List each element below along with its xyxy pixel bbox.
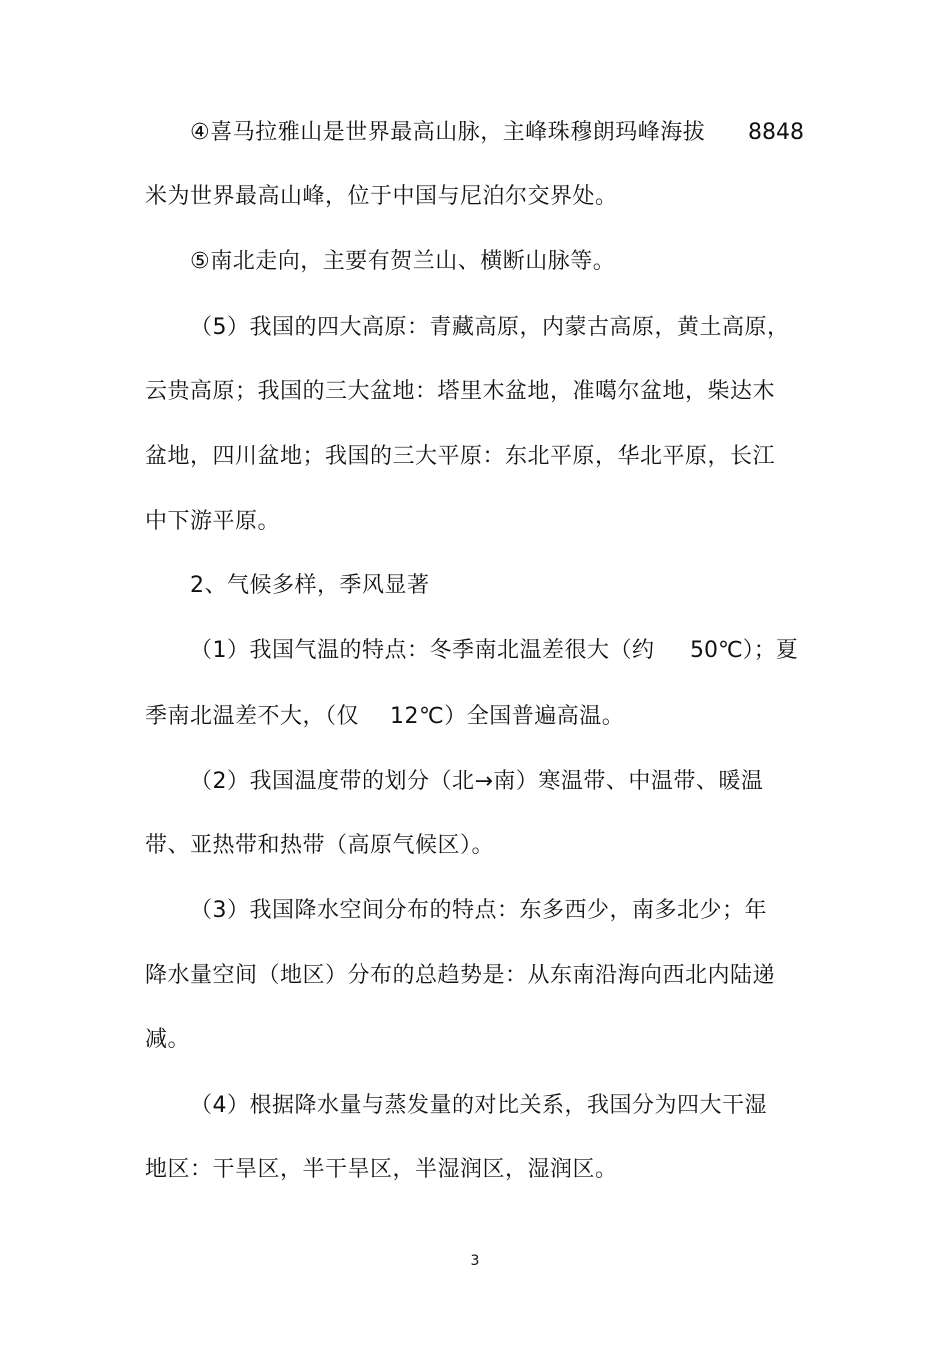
text-line: 降水量空间（地区）分布的总趋势是：从东南沿海向西北内陆递	[145, 963, 776, 988]
text-line: ⑤南北走向，主要有贺兰山、横断山脉等。	[190, 249, 616, 274]
text-line: ④喜马拉雅山是世界最高山脉，主峰珠穆朗玛峰海拔	[190, 120, 706, 145]
text-line: （1）我国气温的特点：冬季南北温差很大（约	[190, 638, 655, 663]
section-heading: 2、气候多样，季风显著	[190, 573, 430, 598]
text-line: （2）我国温度带的划分（北→南）寒温带、中温带、暖温	[190, 769, 764, 794]
text-line: 带、亚热带和热带（高原气候区）。	[145, 833, 495, 858]
elevation-value: 8848	[748, 120, 804, 145]
text-line: 米为世界最高山峰，位于中国与尼泊尔交界处。	[145, 184, 618, 209]
text-line: 盆地，四川盆地；我国的三大平原：东北平原，华北平原，长江	[145, 444, 776, 469]
temperature-value: 50℃）；夏	[690, 638, 798, 663]
text-line: 季南北温差不大，（仅	[145, 704, 360, 729]
text-line: 减。	[145, 1027, 191, 1052]
text-line: 云贵高原；我国的三大盆地：塔里木盆地，准噶尔盆地，柴达木	[145, 379, 776, 404]
text-line: 中下游平原。	[145, 509, 281, 534]
text-line: 地区：干旱区，半干旱区，半湿润区，湿润区。	[145, 1157, 618, 1182]
text-line: （5）我国的四大高原：青藏高原，内蒙古高原，黄土高原，	[190, 315, 790, 340]
text-line: （4）根据降水量与蒸发量的对比关系，我国分为四大干湿	[190, 1093, 767, 1118]
text-line: 12℃）全国普遍高温。	[390, 704, 625, 729]
text-line: （3）我国降水空间分布的特点：东多西少，南多北少；年	[190, 898, 767, 923]
page-number: 3	[470, 1253, 480, 1269]
